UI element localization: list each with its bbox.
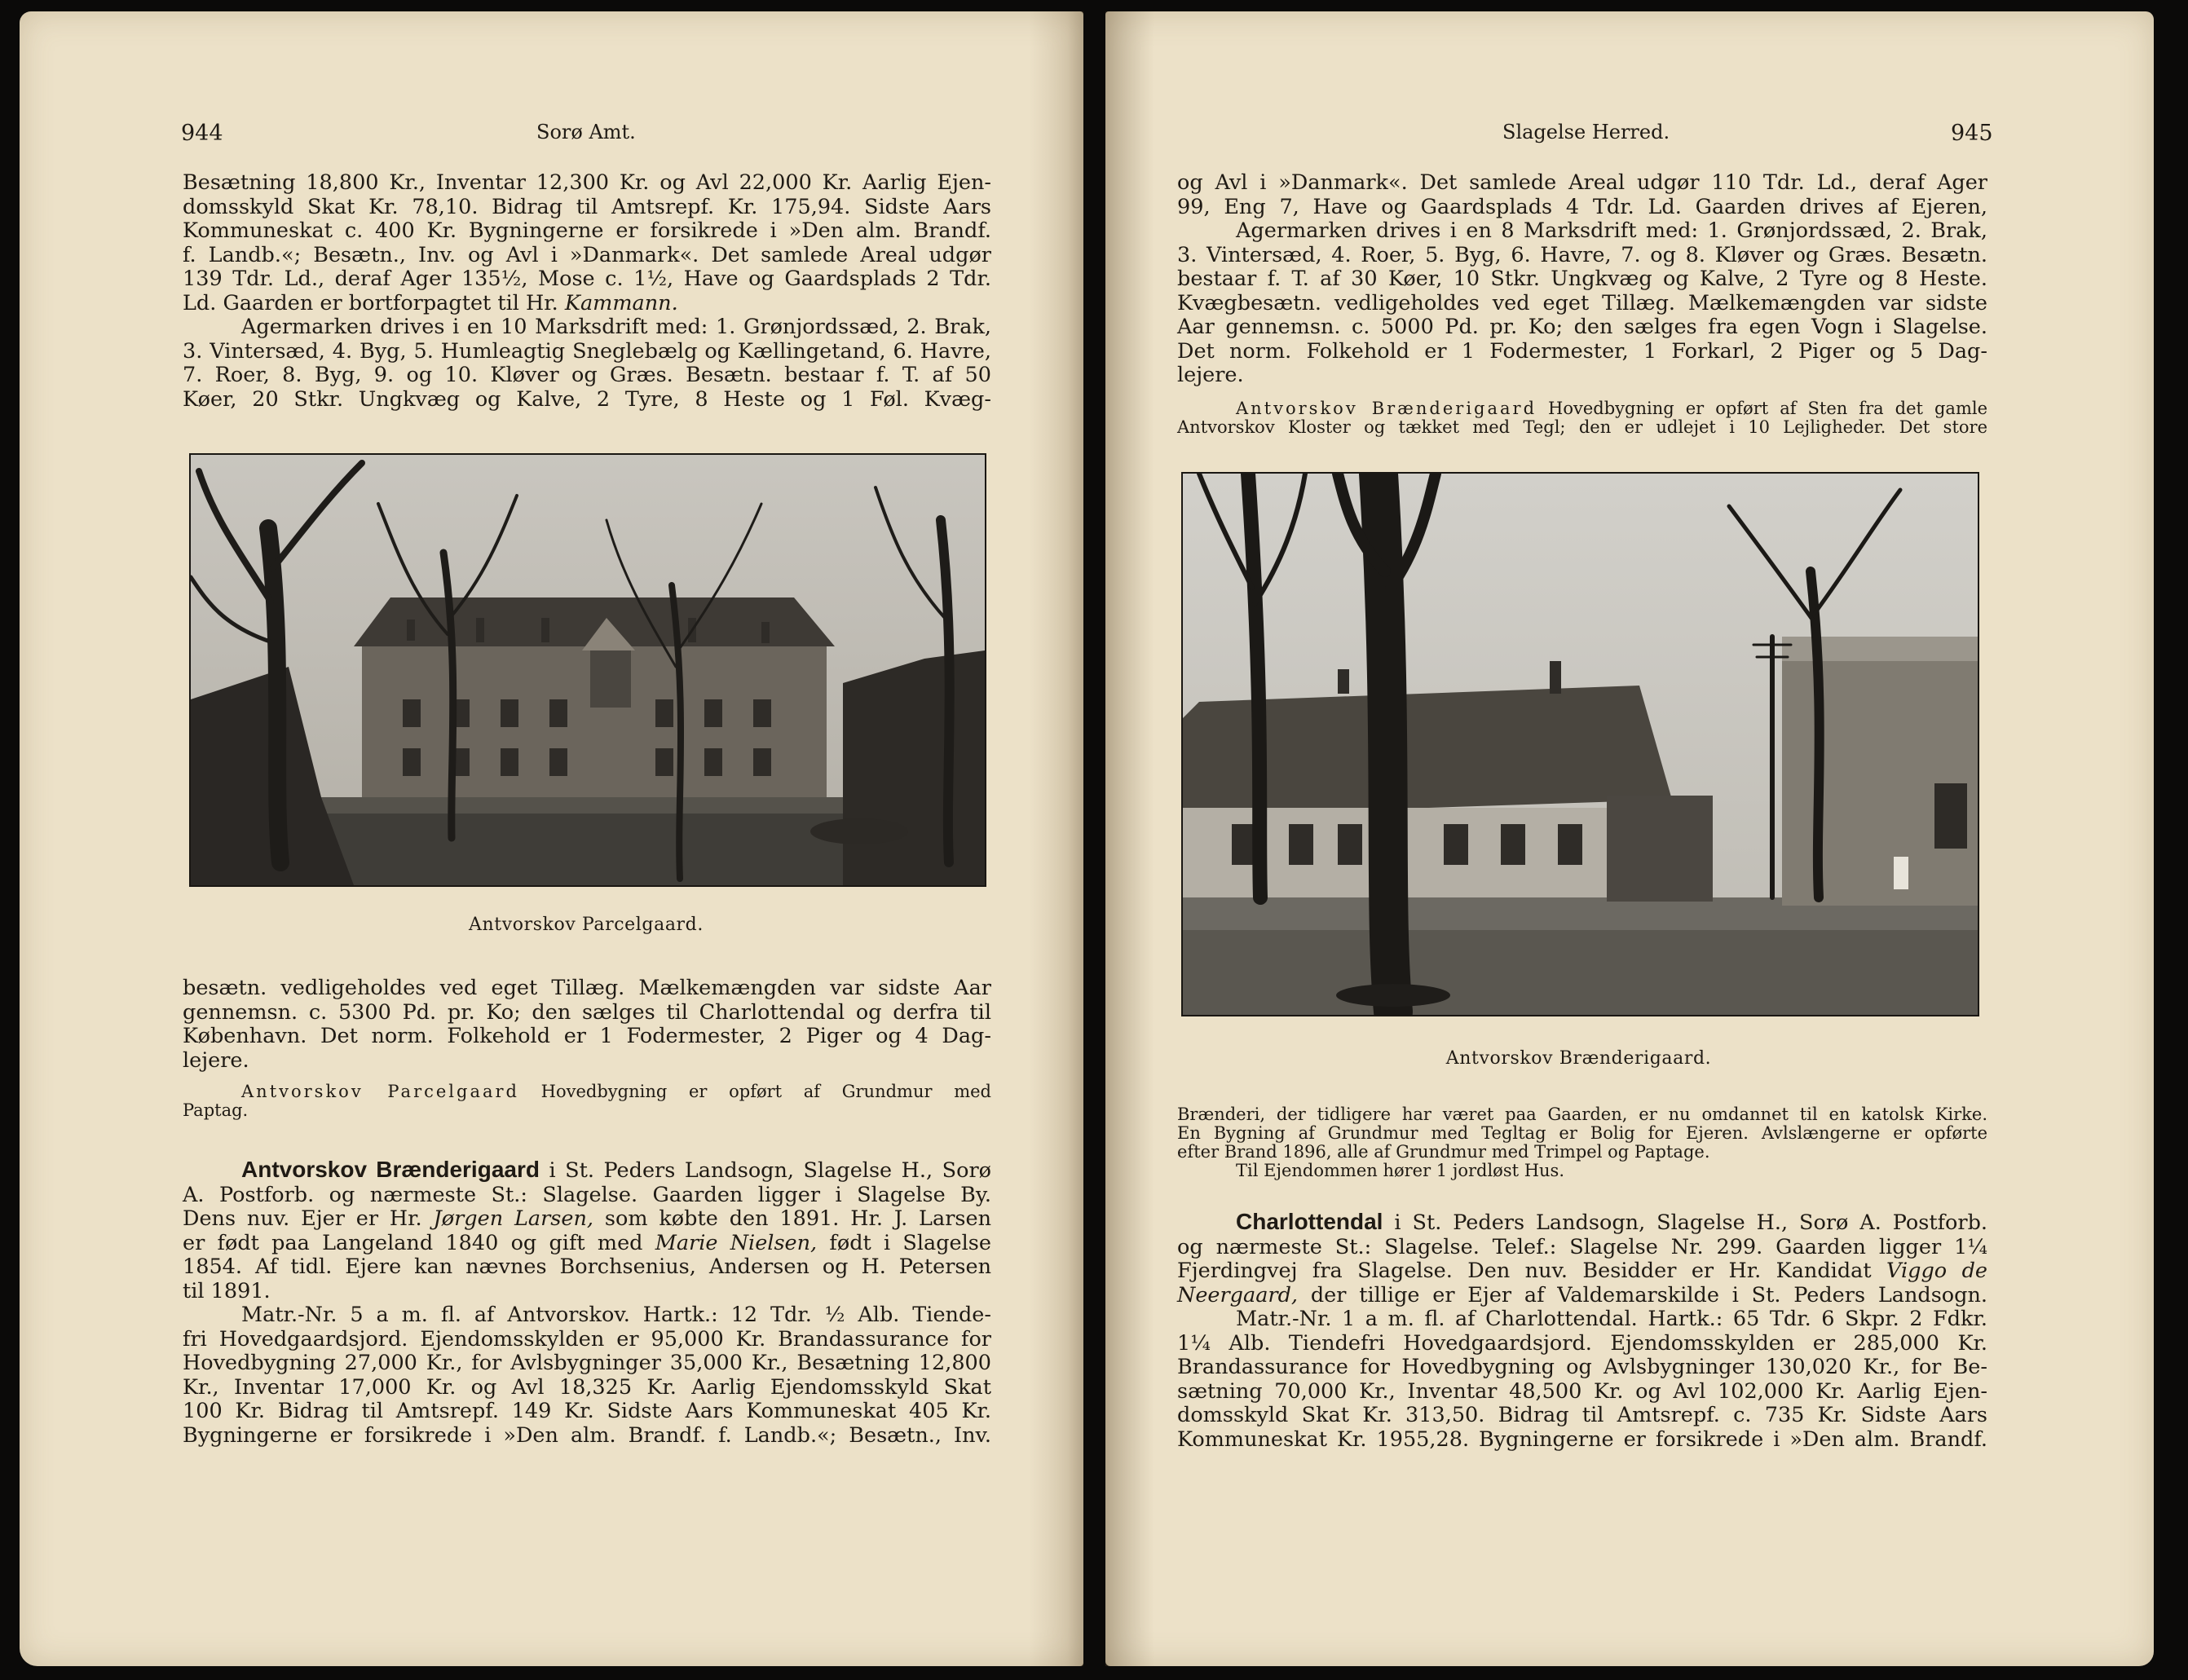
text-line: bestaar f. T. af 30 Køer, 10 Stkr. Ungkvæg og Kalve, 2 Tyre og 8 Heste. bbox=[1177, 267, 1987, 291]
text-line: gennemsn. c. 5300 Pd. pr. Ko; den sælges til Charlottendal og derfra til bbox=[183, 999, 991, 1025]
entry-title-antvorskov-braenderigaard: Antvorskov Brænderigaard bbox=[241, 1157, 540, 1182]
right-small-note-2: Brænderi, der tidligere har været paa Gaarden, er nu omdannet til en katolsk Kirke. En Bygning af Grundmur med Tegltag er Bolig for Ejeren. Avlslængerne er opførte efter Brand 1896, alle af Grundmur med Trimpel og Paptage. Til Ejendommen hører 1 jordløst Hus. bbox=[1177, 1105, 1987, 1180]
text-line: 1854. Af tidl. Ejere kan nævnes Borchsenius, Andersen og H. Petersen bbox=[183, 1254, 991, 1279]
text-line: Hovedbygning 27,000 Kr., for Avlsbygninger 35,000 Kr., Besætning 12,800 bbox=[183, 1351, 991, 1375]
text-line: fri Hovedgaardsjord. Ejendomsskylden er 95,000 Kr. Brandassurance for bbox=[183, 1326, 991, 1351]
text-line: Agermarken drives i en 8 Marksdrift med: 1. Grønjordssæd, 2. Brak, bbox=[1236, 218, 1987, 243]
text-line: Kr., Inventar 17,000 Kr. og Avl 18,325 Kr. Aarlig Ejendomsskyld Skat bbox=[183, 1374, 991, 1400]
left-gutter-shadow bbox=[1029, 11, 1083, 1666]
left-running-title: Sorø Amt. bbox=[536, 121, 636, 143]
text-line: Kommuneskat Kr. 1955,28. Bygningerne er forsikrede i »Den alm. Brandf. bbox=[1177, 1426, 1987, 1452]
right-small-note-1: Antvorskov Brænderigaard Hovedbygning er opført af Sten fra det gamle Antvorskov Kloster og tækket med Tegl; den er udlejet i 10 Lejligheder. Det store bbox=[1177, 399, 1987, 437]
right-page-number: 945 bbox=[1951, 121, 1993, 146]
left-page-number: 944 bbox=[181, 121, 223, 146]
text-line: og Avl i »Danmark«. Det samlede Areal udgør 110 Tdr. Ld., deraf Ager bbox=[1177, 170, 1987, 195]
text-line: domsskyld Skat Kr. 78,10. Bidrag til Amtsrepf. Kr. 175,94. Sidste Aars bbox=[183, 194, 991, 219]
right-paragraph-1: og Avl i »Danmark«. Det samlede Areal udgør 110 Tdr. Ld., deraf Ager 99, Eng 7, Have og Gaardsplads 4 Tdr. Ld. Gaarden drives af Ejeren, Agermarken drives i en 8 Marksdrift med: 1. Grønjordssæd, 2. Brak, 3. Vintersæd, 4. Roer, 5. Byg, 6. Havre, 7. og 8. Kløver og Græs. Besætn. bestaar f. T. af 30 Køer, 10 Stkr. Ungkvæg og Kalve, 2 Tyre og 8 Heste. Kvægbesætn. vedligeholdes ved eget Tillæg. Mælkemængden var sidste Aar gennemsn. c. 5000 Pd. pr. Ko; den sælges fra egen Vogn i Slagelse. Det norm. Folkehold er 1 Fodermester, 1 Forkarl, 2 Piger og 5 Dag- lejere. bbox=[1177, 170, 1987, 387]
text-line: Agermarken drives i en 10 Marksdrift med: 1. Grønjordssæd, 2. Brak, bbox=[241, 315, 991, 339]
text-line: Matr.-Nr. 5 a m. fl. af Antvorskov. Hartk.: 12 Tdr. ½ Alb. Tiende- bbox=[241, 1303, 991, 1327]
text-line: Kvægbesætn. vedligeholdes ved eget Tillæg. Mælkemængden var sidste bbox=[1177, 290, 1987, 315]
text-line: 7. Roer, 8. Byg, 9. og 10. Kløver og Græs. Besætn. bestaar f. T. af 50 bbox=[183, 363, 991, 387]
name-kammann: Kammann. bbox=[564, 290, 678, 315]
text-line: A. Postforb. og nærmeste St.: Slagelse. Gaarden ligger i Slagelse By. bbox=[183, 1182, 991, 1207]
right-running-title: Slagelse Herred. bbox=[1502, 121, 1670, 143]
right-entry-charlottendal: Charlottendal i St. Peders Landsogn, Slagelse H., Sorø A. Postforb. og nærmeste St.: Slagelse. Telef.: Slagelse Nr. 299. Gaarden ligger 1¼ Fjerdingvej fra Slagelse. Den nuv. Besidder er Hr. Kandidat Viggo de Neergaard, der tillige er Ejer af Valdemarskilde i St. Peders Landsogn. Matr.-Nr. 1 a m. fl. af Charlottendal. Hartk.: 65 Tdr. 6 Skpr. 2 Fdkr. 1¼ Alb. Tiendefri Hovedgaardsjord. Ejendomsskylden er 285,000 Kr. Brandassurance for Hovedbygning og Avlsbygninger 130,020 Kr., for Be- sætning 70,000 Kr., Inventar 48,500 Kr. og Avl 102,000 Kr. Aarlig Ejen- domsskyld Skat Kr. 313,50. Bidrag til Amtsrepf. c. 735 Kr. Sidste Aars Kommuneskat Kr. 1955,28. Bygningerne er forsikrede i »Den alm. Brandf. bbox=[1177, 1209, 1987, 1452]
text-line: og nærmeste St.: Slagelse. Telef.: Slagelse Nr. 299. Gaarden ligger 1¼ bbox=[1177, 1234, 1987, 1259]
text-line: København. Det norm. Folkehold er 1 Fodermester, 2 Piger og 4 Dag- bbox=[183, 1024, 991, 1048]
text-line: 3. Vintersæd, 4. Roer, 5. Byg, 6. Havre, 7. og 8. Kløver og Græs. Besætn. bbox=[1177, 242, 1987, 267]
left-paragraph-3 bbox=[183, 977, 991, 1073]
left-para1-last-line: Ld. Gaarden er bortforpagtet til Hr. Kammann. bbox=[183, 290, 678, 315]
text-line: Brænderi, der tidligere har været paa Gaarden, er nu omdannet til en katolsk Kirke. bbox=[1177, 1105, 1987, 1124]
text-line: 100 Kr. Bidrag til Amtsrepf. 149 Kr. Sidste Aars Kommuneskat 405 Kr. bbox=[183, 1399, 991, 1423]
text-line: Køer, 20 Stkr. Ungkvæg og Kalve, 2 Tyre, 8 Heste og 1 Føl. Kvæg- bbox=[183, 386, 991, 412]
right-photo-caption: Antvorskov Brænderigaard. bbox=[1445, 1048, 1712, 1069]
text-line: domsskyld Skat Kr. 313,50. Bidrag til Amtsrepf. c. 735 Kr. Sidste Aars bbox=[1177, 1403, 1987, 1427]
entry-title-charlottendal: Charlottendal bbox=[1236, 1209, 1383, 1234]
text-line: Brandassurance for Hovedbygning og Avlsbygninger 130,020 Kr., for Be- bbox=[1177, 1355, 1987, 1379]
text-line: Matr.-Nr. 1 a m. fl. af Charlottendal. Hartk.: 65 Tdr. 6 Skpr. 2 Fdkr. bbox=[1236, 1307, 1987, 1331]
photo-antvorskov-braenderigaard bbox=[1181, 472, 1979, 1016]
text-line: besætn. vedligeholdes ved eget Tillæg. Mælkemængden var sidste Aar bbox=[183, 976, 991, 1000]
right-gutter-shadow bbox=[1105, 11, 1154, 1666]
text-line: 3. Vintersæd, 4. Byg, 5. Humleagtig Sneglebælg og Kællingetand, 6. Havre, bbox=[183, 338, 991, 364]
left-photo-caption: Antvorskov Parcelgaard. bbox=[469, 915, 704, 935]
text-line: Aar gennemsn. c. 5000 Pd. pr. Ko; den sælges fra egen Vogn i Slagelse. bbox=[1177, 315, 1987, 339]
text-line: Besætning 18,800 Kr., Inventar 12,300 Kr. og Avl 22,000 Kr. Aarlig Ejen- bbox=[183, 170, 991, 195]
left-small-note: Antvorskov Parcelgaard Hovedbygning er opført af Grundmur med Paptag. bbox=[183, 1082, 991, 1120]
text-line: En Bygning af Grundmur med Tegltag er Bolig for Ejeren. Avlslængerne er opførte bbox=[1177, 1123, 1987, 1143]
text-line: 139 Tdr. Ld., deraf Ager 135½, Mose c. 1½, Have og Gaardsplads 2 Tdr. bbox=[183, 267, 991, 291]
left-paragraph-1 bbox=[183, 171, 991, 412]
text-line: Det norm. Folkehold er 1 Fodermester, 1 Forkarl, 2 Piger og 5 Dag- bbox=[1177, 338, 1987, 364]
left-entry-antvorskov-braenderigaard: Antvorskov Brænderigaard i St. Peders Landsogn, Slagelse H., Sorø A. Postforb. og nærmeste St.: Slagelse. Gaarden ligger i Slagelse By. Dens nuv. Ejer er Hr. Jørgen Larsen, som købte den 1891. Hr. J. Larsen er født paa Langeland 1840 og gift med Marie Nielsen, født i Slagelse 1854. Af tidl. Ejere kan nævnes Borchsenius, Andersen og H. Petersen til 1891. Matr.-Nr. 5 a m. fl. af Antvorskov. Hartk.: 12 Tdr. ½ Alb. Tiende- fri Hovedgaardsjord. Ejendomsskylden er 95,000 Kr. Brandassurance for Hovedbygning 27,000 Kr., for Avlsbygninger 35,000 Kr., Besætning 12,800 Kr., Inventar 17,000 Kr. og Avl 18,325 Kr. Aarlig Ejendomsskyld Skat 100 Kr. Bidrag til Amtsrepf. 149 Kr. Sidste Aars Kommuneskat 405 Kr. Bygningerne er forsikrede i »Den alm. Brandf. f. Landb.«; Besætn., Inv. bbox=[183, 1157, 991, 1448]
text-line: 99, Eng 7, Have og Gaardsplads 4 Tdr. Ld. Gaarden drives af Ejeren, bbox=[1177, 194, 1987, 219]
text-line: Bygningerne er forsikrede i »Den alm. Brandf. f. Landb.«; Besætn., Inv. bbox=[183, 1422, 991, 1448]
text-line: Kommuneskat c. 400 Kr. Bygningerne er forsikrede i »Den alm. Brandf. bbox=[183, 218, 991, 243]
text-line: f. Landb.«; Besætn., Inv. og Avl i »Danmark«. Det samlede Areal udgør bbox=[183, 242, 991, 267]
text-line: sætning 70,000 Kr., Inventar 48,500 Kr. og Avl 102,000 Kr. Aarlig Ejen- bbox=[1177, 1378, 1987, 1404]
text-line: lejere. bbox=[183, 1047, 249, 1073]
photo-antvorskov-parcelgaard bbox=[189, 453, 986, 887]
text-line: 1¼ Alb. Tiendefri Hovedgaardsjord. Ejendomsskylden er 285,000 Kr. bbox=[1177, 1330, 1987, 1356]
